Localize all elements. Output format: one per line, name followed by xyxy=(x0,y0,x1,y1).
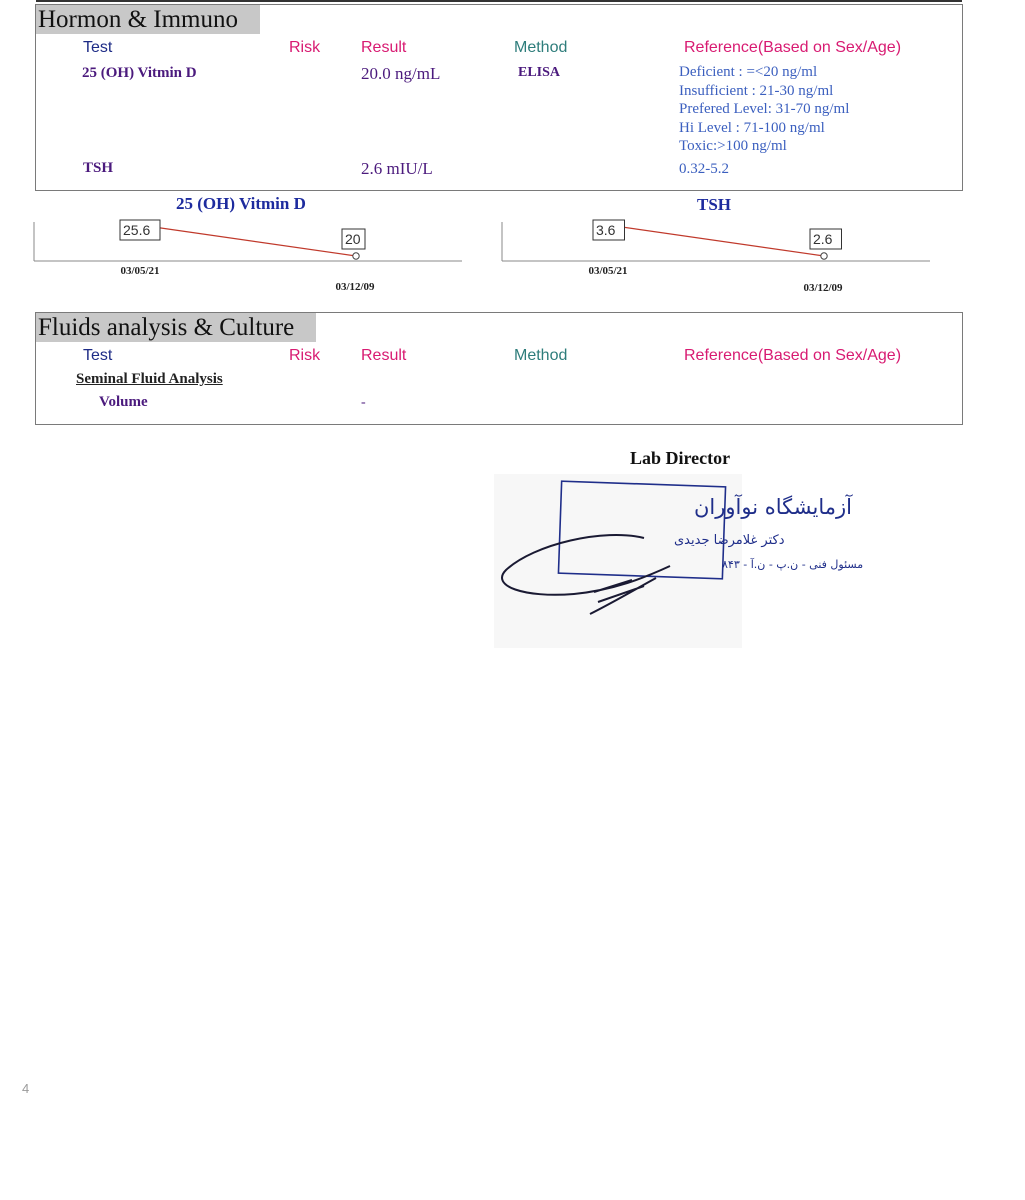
data-point xyxy=(821,253,827,259)
header-reference: Reference(Based on Sex/Age) xyxy=(684,39,902,56)
stamp-doctor-name: دکتر غلامرضا جدیدی xyxy=(674,533,785,548)
lab-stamp xyxy=(494,474,864,648)
group-title-seminal-fluid: Seminal Fluid Analysis xyxy=(76,371,223,387)
header-result: Result xyxy=(361,347,407,364)
hormon-immuno-section xyxy=(35,4,963,191)
data-label: 25.6 xyxy=(123,222,151,238)
header-test: Test xyxy=(83,347,113,364)
header-method: Method xyxy=(514,39,568,56)
x-tick-label: 03/12/09 xyxy=(335,281,375,293)
trend-chart-tsh xyxy=(498,214,934,298)
result-vitamin-d: 20.0 ng/mL xyxy=(361,64,441,83)
series-line xyxy=(608,225,824,256)
reference-line: Toxic:>100 ng/ml xyxy=(679,138,787,154)
reference-line: Hi Level : 71-100 ng/ml xyxy=(679,119,825,136)
page-number: 4 xyxy=(22,1081,30,1096)
header-method: Method xyxy=(514,347,568,364)
result-volume: - xyxy=(361,395,366,410)
stamp-signature-area xyxy=(494,474,864,648)
x-tick-label: 03/05/21 xyxy=(588,265,628,277)
top-rule xyxy=(36,0,962,2)
test-name-volume: Volume xyxy=(99,394,148,410)
trend-chart-vitamin-d xyxy=(30,214,466,298)
stamp-license: مسئول فنی - ن.پ - ن.آ - ۸۴۳ xyxy=(722,558,864,571)
test-name-vitamin-d: 25 (OH) Vitmin D xyxy=(82,65,197,81)
header-risk: Risk xyxy=(289,347,321,364)
data-label: 2.6 xyxy=(813,231,833,247)
method-vitamin-d: ELISA xyxy=(518,65,561,80)
stamp-lab-name: آزمایشگاه نوآوران xyxy=(694,495,852,519)
x-tick-label: 03/12/09 xyxy=(803,282,843,294)
data-point xyxy=(353,253,359,259)
reference-line: Prefered Level: 31-70 ng/ml xyxy=(679,101,850,117)
header-test: Test xyxy=(83,39,113,56)
test-name-tsh: TSH xyxy=(83,160,114,176)
result-tsh: 2.6 mIU/L xyxy=(361,159,433,178)
section-title-fluids: Fluids analysis & Culture xyxy=(36,313,316,342)
series-line xyxy=(140,225,356,256)
lab-director-label: Lab Director xyxy=(630,448,731,468)
reference-line: Insufficient : 21-30 ng/ml xyxy=(679,82,834,99)
x-tick-label: 03/05/21 xyxy=(120,265,160,277)
data-label: 20 xyxy=(345,231,361,247)
chart-title-vitamin-d: 25 (OH) Vitmin D xyxy=(176,194,306,213)
header-risk: Risk xyxy=(289,39,321,56)
header-reference: Reference(Based on Sex/Age) xyxy=(684,347,902,364)
reference-vitamin-d xyxy=(679,63,849,156)
reference-line: Deficient : =<20 ng/ml xyxy=(679,64,818,80)
header-result: Result xyxy=(361,39,407,56)
data-label: 3.6 xyxy=(596,222,616,238)
fluids-analysis-section xyxy=(35,312,963,425)
section-title-hormon: Hormon & Immuno xyxy=(36,5,260,34)
reference-tsh: 0.32-5.2 xyxy=(679,161,729,177)
chart-title-tsh: TSH xyxy=(697,195,732,214)
